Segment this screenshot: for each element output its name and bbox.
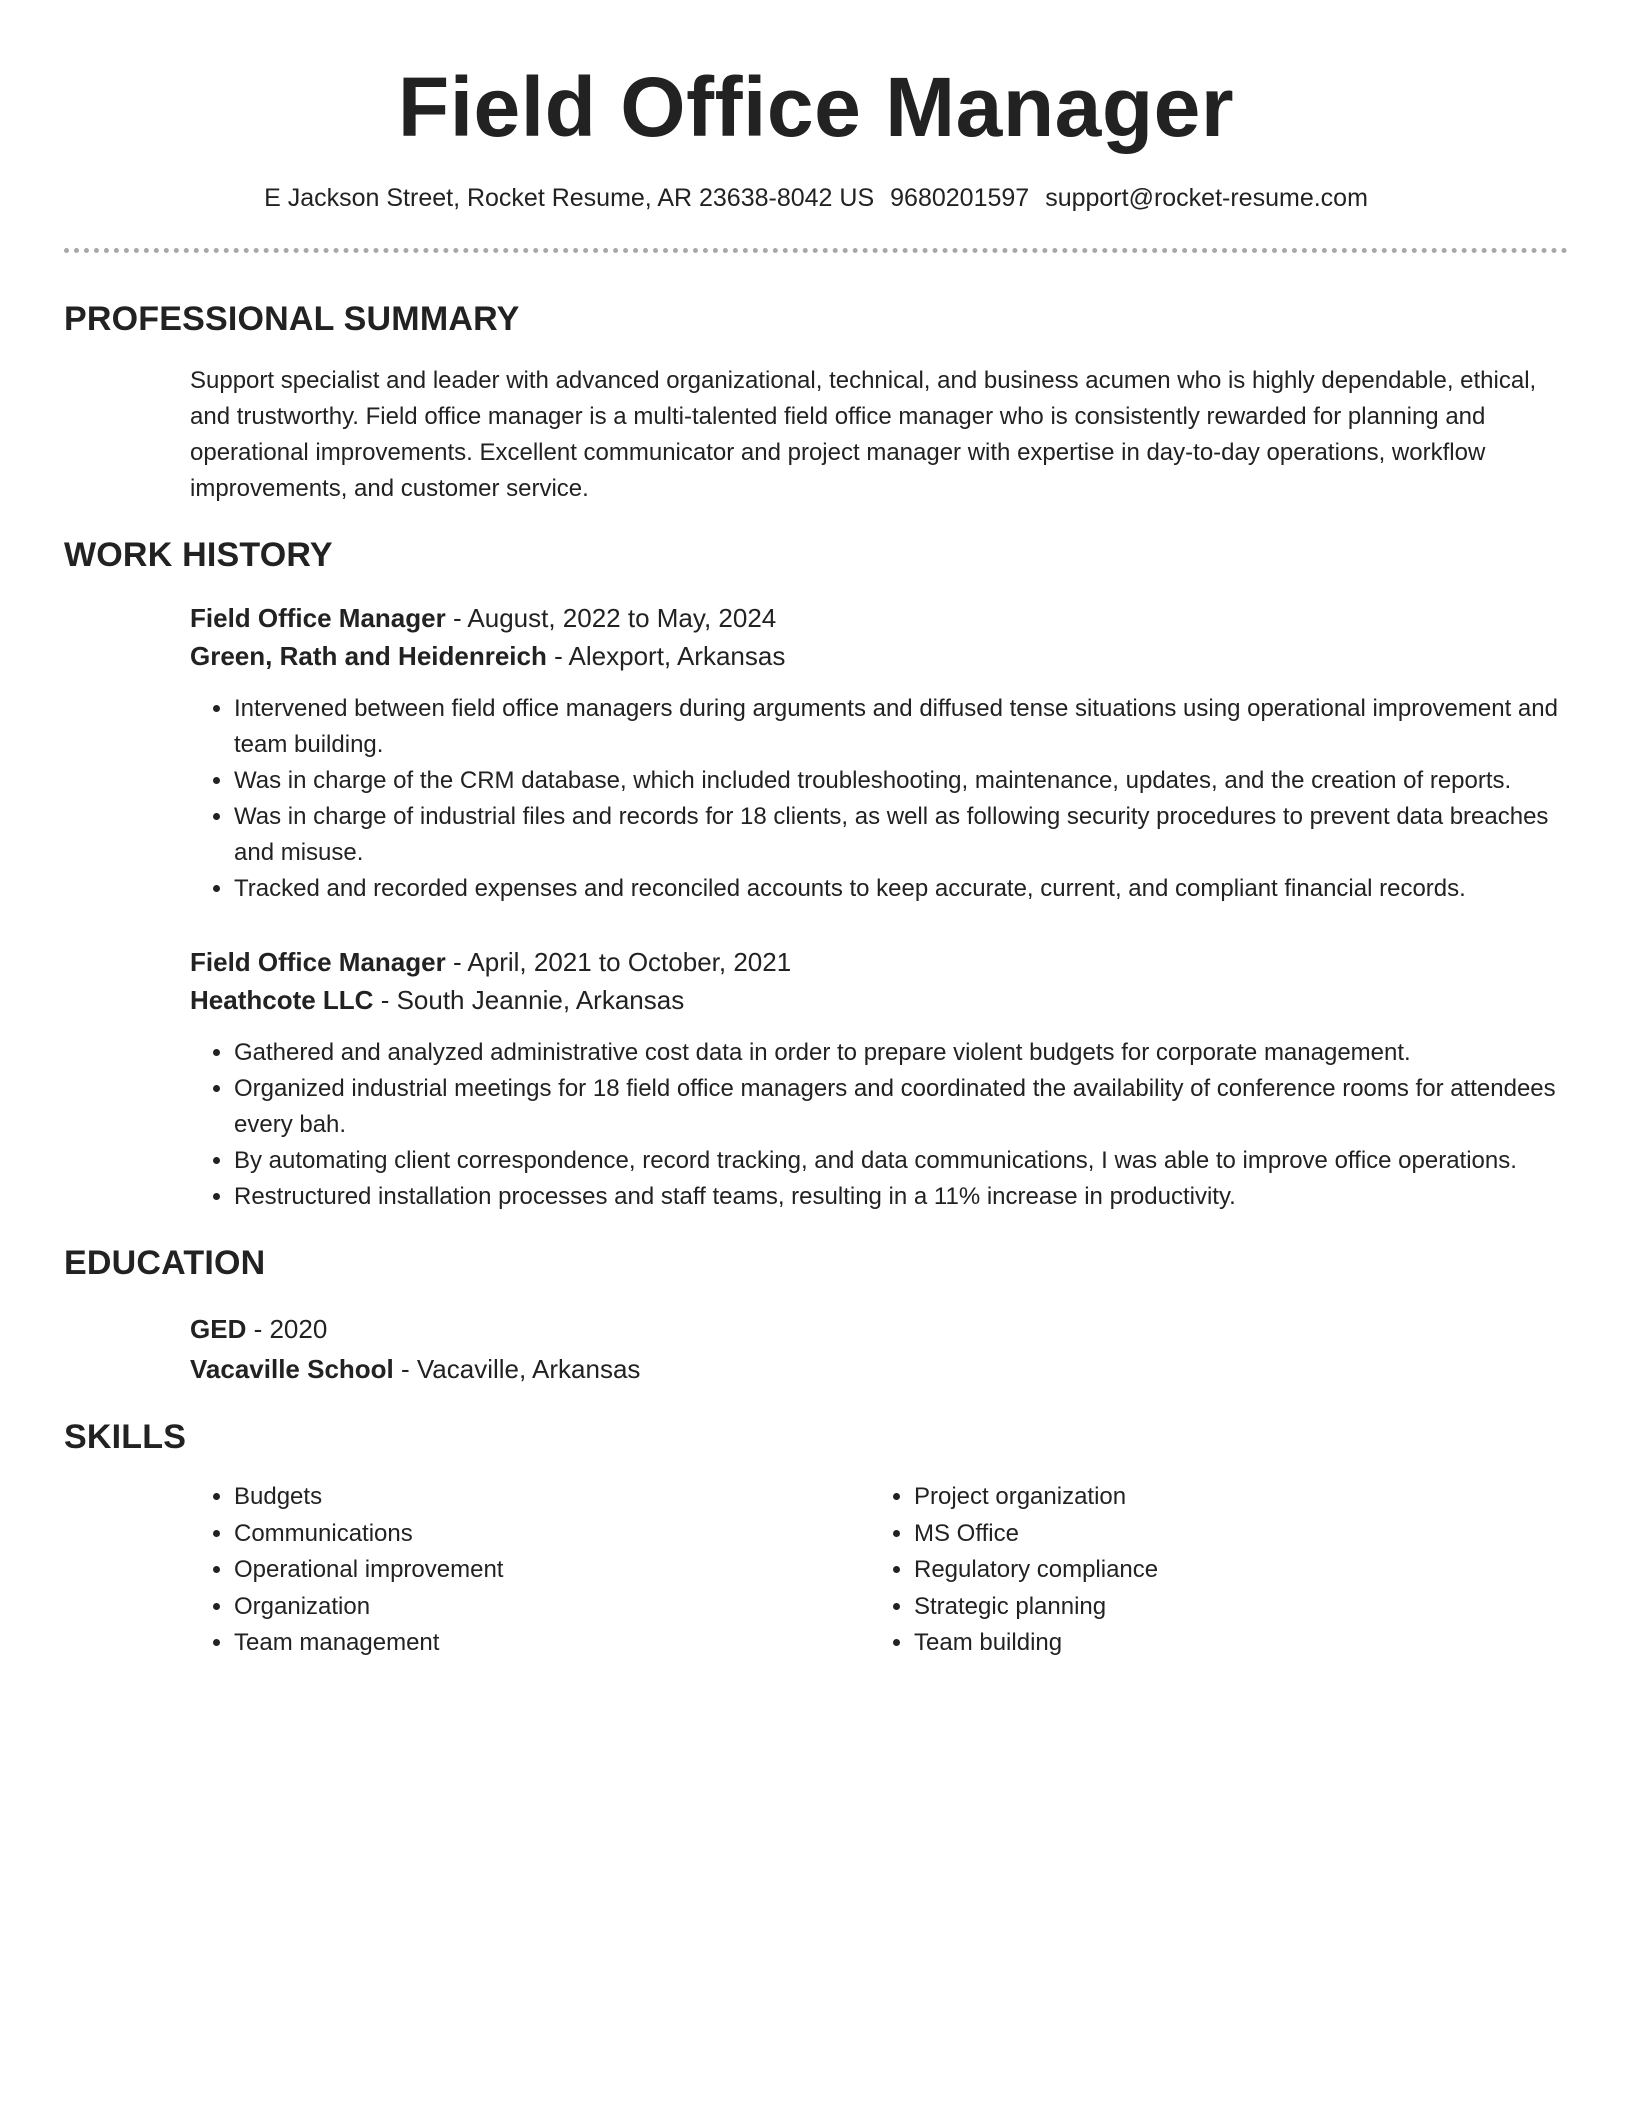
education-degree: GED	[190, 1314, 247, 1344]
job-dates: - August, 2022 to May, 2024	[445, 603, 777, 633]
summary-text: Support specialist and leader with advanced organizational, technical, and business acumen who is highly dependable, ethical, and trustworthy. Field office manager is a multi-talented field office manager who is consistently rewarded for planning and operational improvements. Excellent communicator and project manager with expertise in day-to-day operations, workflow improvements, and customer service.	[190, 367, 1537, 502]
job-bullet: • Organized industrial meetings for 18 field office managers and coordinated the availability of conference rooms for attendees every bah.	[234, 1071, 1568, 1143]
job-bullet: • Restructured installation processes and staff teams, resulting in a 11% increase in productivity.	[234, 1179, 1568, 1215]
education-title: EDUCATION	[64, 1244, 266, 1282]
skills-section	[64, 1415, 1568, 1662]
contact-email: support@rocket-resume.com	[1045, 184, 1368, 212]
header-divider	[64, 248, 1568, 253]
job-bullet: • Gathered and analyzed administrative cost data in order to prepare violent budgets for corporate management.	[234, 1035, 1568, 1071]
contact-phone: 9680201597	[890, 184, 1030, 212]
job-role-line	[190, 599, 1568, 637]
job-role: Field Office Manager	[190, 947, 446, 977]
job-location: - Alexport, Arkansas	[546, 641, 786, 671]
job-company-line	[190, 637, 1568, 675]
job-company-line	[190, 981, 1568, 1019]
skills-title: SKILLS	[64, 1418, 187, 1456]
job-location: - South Jeannie, Arkansas	[373, 985, 685, 1015]
education-entry	[190, 1309, 1568, 1389]
education-location: - Vacaville, Arkansas	[393, 1354, 641, 1384]
resume-name: Field Office Manager	[397, 60, 1235, 154]
work-history-title: WORK HISTORY	[64, 536, 333, 574]
job-entry	[190, 943, 1568, 1215]
skill-item: • Regulatory compliance	[914, 1552, 1550, 1589]
job-dates: - April, 2021 to October, 2021	[445, 947, 792, 977]
contact-address: E Jackson Street, Rocket Resume, AR 23638-8042 US	[264, 184, 875, 212]
contact-line	[64, 180, 1568, 216]
education-section	[64, 1241, 1568, 1389]
skill-item: • Project organization	[914, 1479, 1550, 1516]
skill-item: • Budgets	[234, 1479, 870, 1516]
job-bullets	[190, 1035, 1568, 1215]
job-bullet: • Was in charge of the CRM database, which included troubleshooting, maintenance, updates, and the creation of reports.	[234, 763, 1568, 799]
education-year: - 2020	[246, 1314, 328, 1344]
summary-section	[64, 297, 1568, 507]
education-degree-line	[190, 1309, 1568, 1349]
job-company: Green, Rath and Heidenreich	[190, 641, 547, 671]
job-bullets	[190, 691, 1568, 907]
education-school: Vacaville School	[190, 1354, 394, 1384]
job-bullet: • Tracked and recorded expenses and reconciled accounts to keep accurate, current, and compliant financial records.	[234, 871, 1568, 907]
skill-item: • Organization	[234, 1589, 870, 1626]
skills-left-list	[190, 1479, 870, 1662]
skills-columns	[190, 1479, 1568, 1662]
education-school-line	[190, 1349, 1568, 1389]
skill-item: • Operational improvement	[234, 1552, 870, 1589]
work-history-section	[64, 533, 1568, 1215]
job-role-line	[190, 943, 1568, 981]
skills-right-list	[870, 1479, 1550, 1662]
job-bullet: • Intervened between field office managers during arguments and diffused tense situations using operational improvement and team building.	[234, 691, 1568, 763]
job-bullet: • By automating client correspondence, record tracking, and data communications, I was able to improve office operations.	[234, 1143, 1568, 1179]
job-bullet: • Was in charge of industrial files and records for 18 clients, as well as following security procedures to prevent data breaches and misuse.	[234, 799, 1568, 871]
skill-item: • Strategic planning	[914, 1589, 1550, 1626]
job-entry	[190, 599, 1568, 907]
skill-item: • MS Office	[914, 1516, 1550, 1553]
skill-item: • Team management	[234, 1625, 870, 1662]
summary-title: PROFESSIONAL SUMMARY	[64, 300, 520, 338]
skill-item: • Communications	[234, 1516, 870, 1553]
job-company: Heathcote LLC	[190, 985, 374, 1015]
job-role: Field Office Manager	[190, 603, 446, 633]
skill-item: • Team building	[914, 1625, 1550, 1662]
